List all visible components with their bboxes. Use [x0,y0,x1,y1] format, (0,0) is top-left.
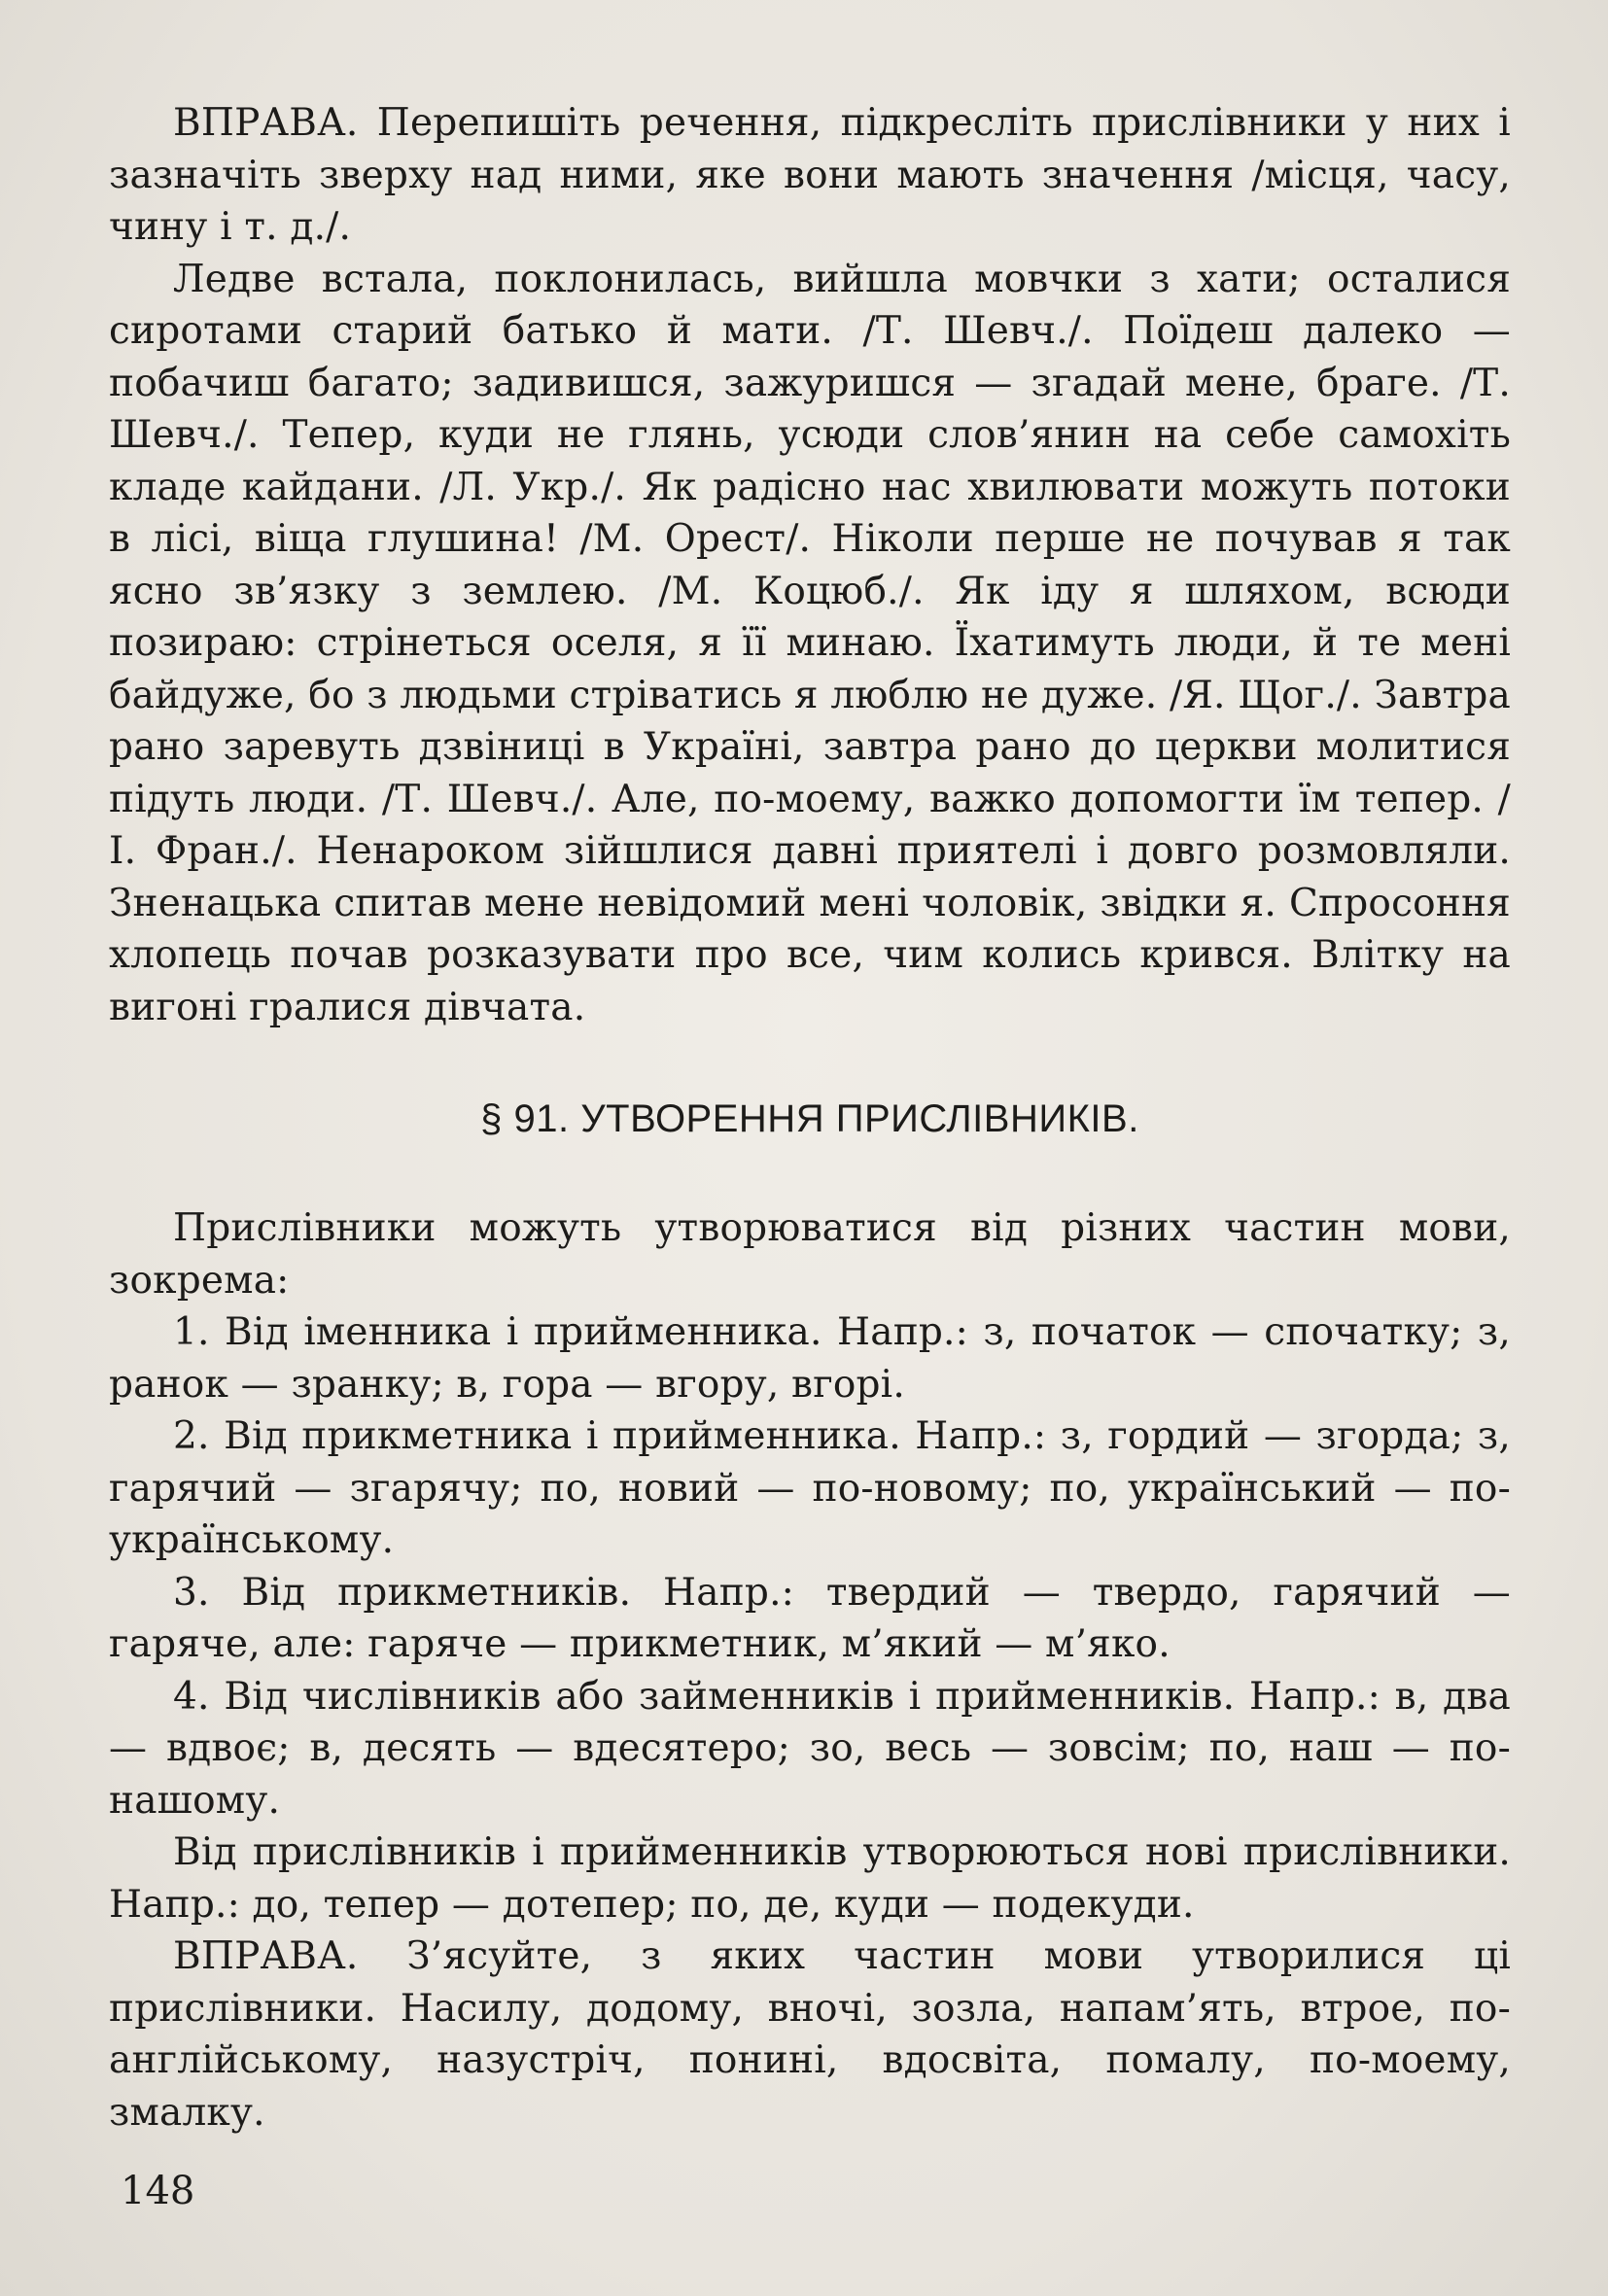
rule-item-3: 3. Від прикметників. Напр.: твердий — твердо, гарячий — гаряче, але: гаряче — прикметник, м’який — м’яко. [109,1570,1511,1666]
page-text-top [109,97,1511,1033]
rule-adverb-from-adverb: Від прислівників і прийменників утворюються нові прислівники. Напр.: до, тепер — дотепер; по, де, куди — подекуди. [109,1830,1511,1927]
rule-item-2: 2. Від прикметника і прийменника. Напр.: з, гордий — згорда; з, гарячий — згарячу; по, новий — по-новому; по, український — по-українському. [109,1414,1511,1562]
intro-paragraph: Прислівники можуть утворюватися від різних частин мови, зокрема: [109,1206,1511,1303]
rule-item-4: 4. Від числівників або займенників і прийменників. Напр.: в, два — вдвоє; в, десять — вдесятеро; зо, весь — зовсім; по, наш — по-нашому. [109,1674,1511,1823]
exercise-sentences-paragraph: Ледве встала, поклонилась, вийшла мовчки з хати; осталися сиротами старий батько й мати. /Т. Шевч./. Поїдеш далеко — побачиш багато; задивишся, зажуришся — згадай мене, браге. /Т. Шевч./. Тепер, куди не глянь, усюди слов’янин на себе самохіть кладе кайдани. /Л. Укр./. Як радісно нас хвилювати можуть потоки в лісі, віща глушина! /М. Орест/. Ніколи перше не почував я так ясно зв’язку з землею. /М. Коцюб./. Як іду я шляхом, всюди позираю: стрінеться оселя, я її минаю. Їхатимуть люди, й те мені байдуже, бо з людьми стріватись я люблю не дуже. /Я. Щог./. Завтра рано заревуть дзвіниці в Україні, завтра рано до церкви молитися підуть люди. /Т. Шевч./. Але, по-моему, важко допомогти їм тепер. /І. Фран./. Ненароком зійшлися давні приятелі і довго розмовляли. Зненацька спитав мене невідомий мені чоловік, звідки я. Спросоння хлопець почав розказувати про все, чим колись крився. Влітку на вигоні гралися дівчата. [109,257,1511,1029]
exercise-instruction-paragraph: ВПРАВА. Перепишіть речення, підкресліть прислівники у них і зазначіть зверху над ними, яке вони мають значення /місця, часу, чину і т. д./. [109,101,1511,249]
page-number: 148 [121,2169,195,2213]
rule-item-1: 1. Від іменника і прийменника. Напр.: з, початок — спочатку; з, ранок — зранку; в, гора — вгору, вгорі. [109,1310,1511,1407]
exercise-2-paragraph: ВПРАВА. З’ясуйте, з яких частин мови утворилися ці прислівники. Насилу, додому, вночі, зозла, напам’ять, втрое, по-англійському, назустріч, понині, вдосвіта, помалу, по-моему, змалку. [109,1934,1511,2135]
page-text-bottom [109,1202,1511,2139]
section-heading: § 91. УТВОРЕННЯ ПРИСЛІВНИКІВ. [480,1097,1139,1140]
